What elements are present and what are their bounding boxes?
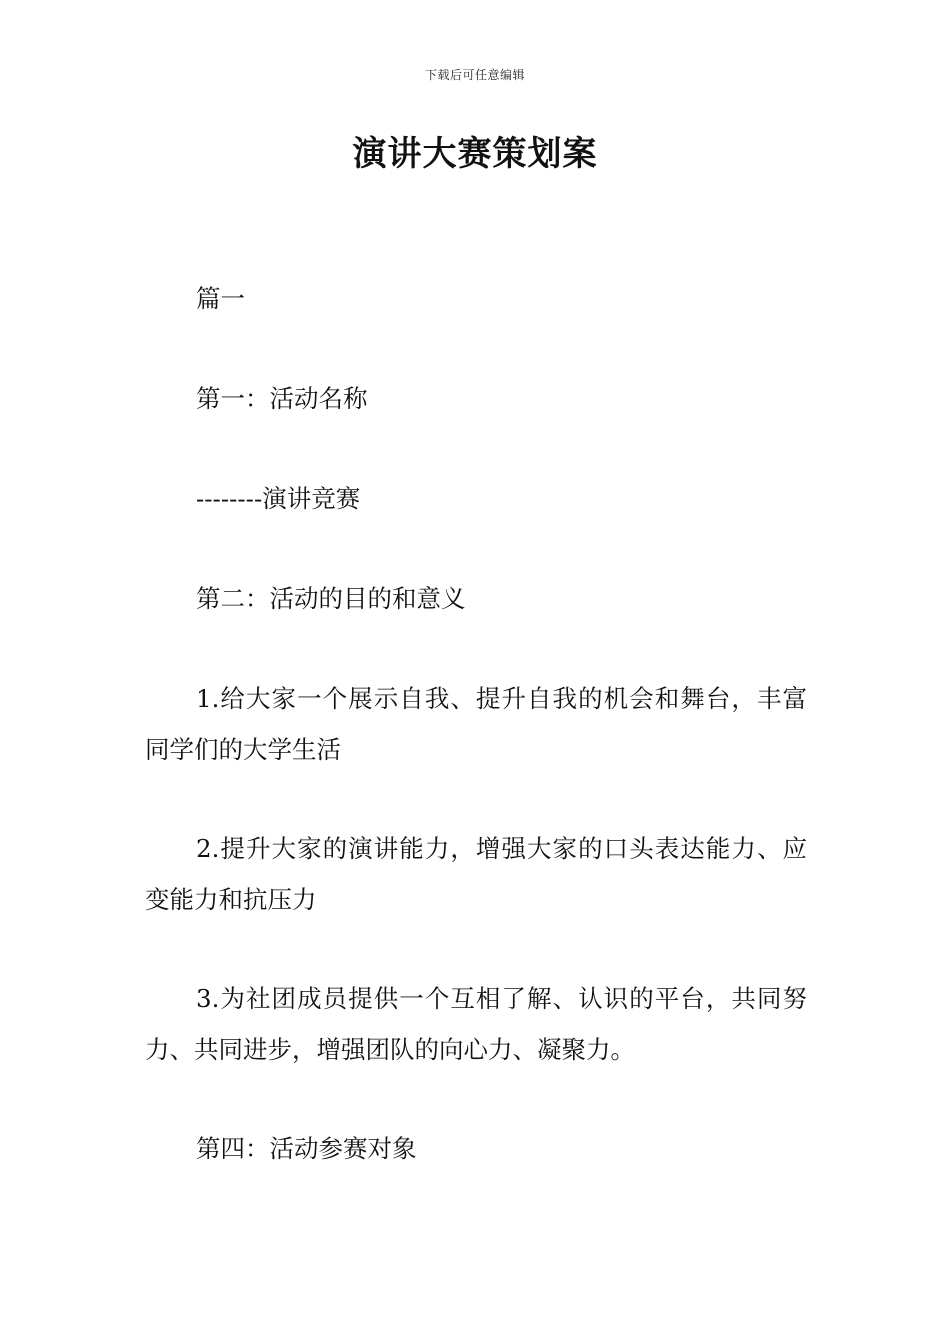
heading-participants: 第四：活动参赛对象	[196, 1134, 417, 1163]
purpose-item-1: 1.给大家一个展示自我、提升自我的机会和舞台，丰富同学们的大学生活	[145, 684, 807, 764]
purpose-item-2: 2.提升大家的演讲能力，增强大家的口头表达能力、应变能力和抗压力	[145, 834, 807, 914]
document-title: 演讲大赛策划案	[352, 134, 598, 174]
header-note: 下载后可任意编辑	[424, 68, 525, 82]
purpose-item-3: 3.为社团成员提供一个互相了解、认识的平台，共同努力、共同进步，增强团队的向心力、凝聚力。	[145, 984, 807, 1064]
heading-purpose: 第二：活动的目的和意义	[196, 584, 466, 613]
activity-name-value: --------演讲竞赛	[196, 484, 361, 513]
section-label: 篇一	[196, 284, 245, 313]
heading-activity-name: 第一：活动名称	[196, 384, 368, 413]
